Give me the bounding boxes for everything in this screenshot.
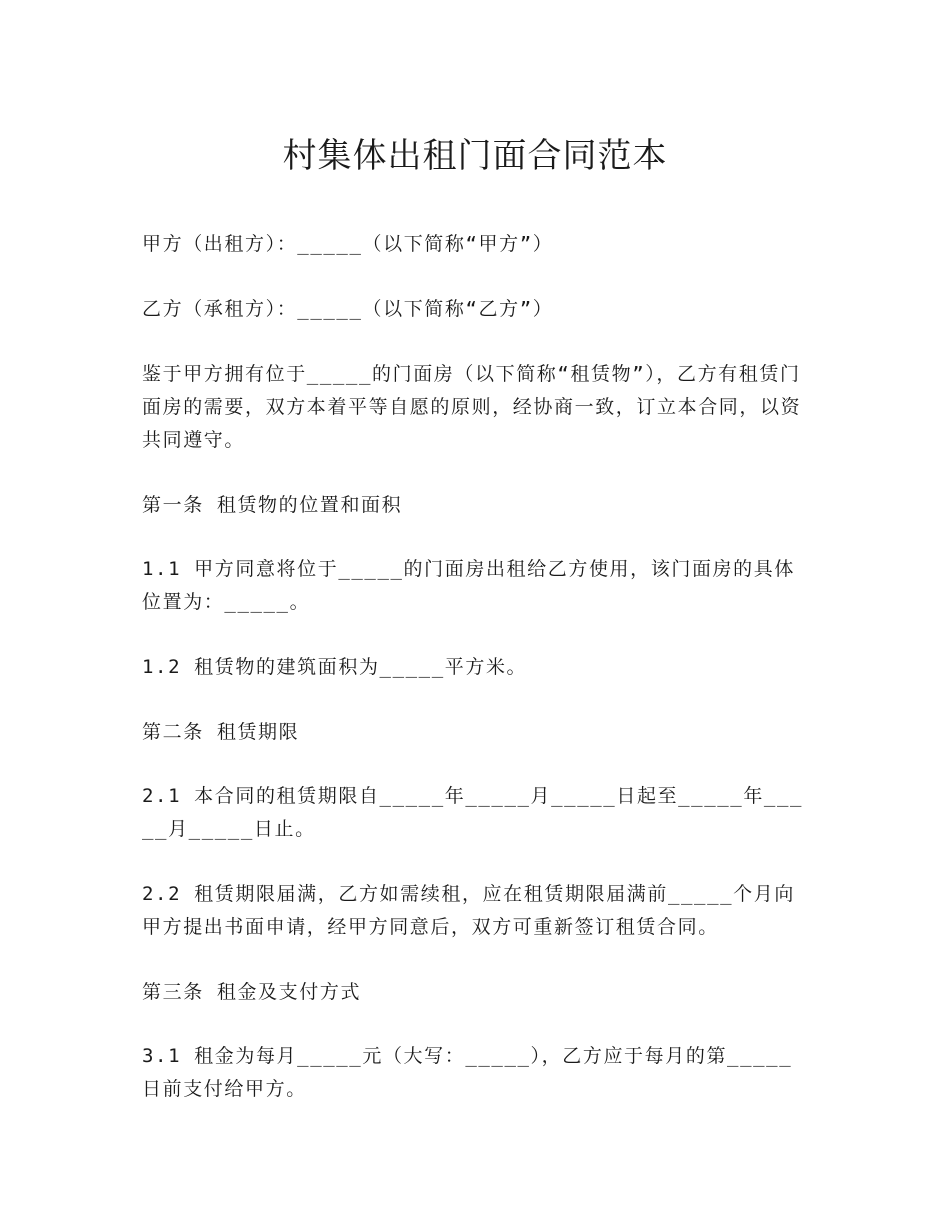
- article-1-heading: 第一条 租赁物的位置和面积: [142, 494, 403, 516]
- clause-2-1: 2.1 本合同的租赁期限自_____年_____月_____日起至_____年_____月_____日止。: [142, 785, 804, 840]
- document-title: 村集体出租门面合同范本: [282, 136, 668, 176]
- document-body: [142, 228, 808, 1138]
- party-b-line: 乙方（承租方）：_____（以下简称“乙方”）: [142, 298, 554, 320]
- article-3-heading: 第三条 租金及支付方式: [142, 981, 362, 1003]
- preamble-paragraph: 鉴于甲方拥有位于_____的门面房（以下简称“租赁物”），乙方有租赁门面房的需要，双方本着平等自愿的原则，经协商一致，订立本合同，以资共同遵守。: [142, 363, 802, 451]
- clause-3-1: 3.1 租金为每月_____元（大写：_____），乙方应于每月的第_____日前支付给甲方。: [142, 1045, 793, 1100]
- clause-1-1: 1.1 甲方同意将位于_____的门面房出租给乙方使用，该门面房的具体位置为：_____。: [142, 558, 795, 613]
- clause-1-2: 1.2 租赁物的建筑面积为_____平方米。: [142, 656, 528, 678]
- clause-2-2: 2.2 租赁期限届满，乙方如需续租，应在租赁期限届满前_____个月向甲方提出书面申请，经甲方同意后，双方可重新签订租赁合同。: [142, 883, 795, 938]
- party-a-line: 甲方（出租方）：_____（以下简称“甲方”）: [142, 233, 554, 255]
- article-2-heading: 第二条 租赁期限: [142, 721, 300, 743]
